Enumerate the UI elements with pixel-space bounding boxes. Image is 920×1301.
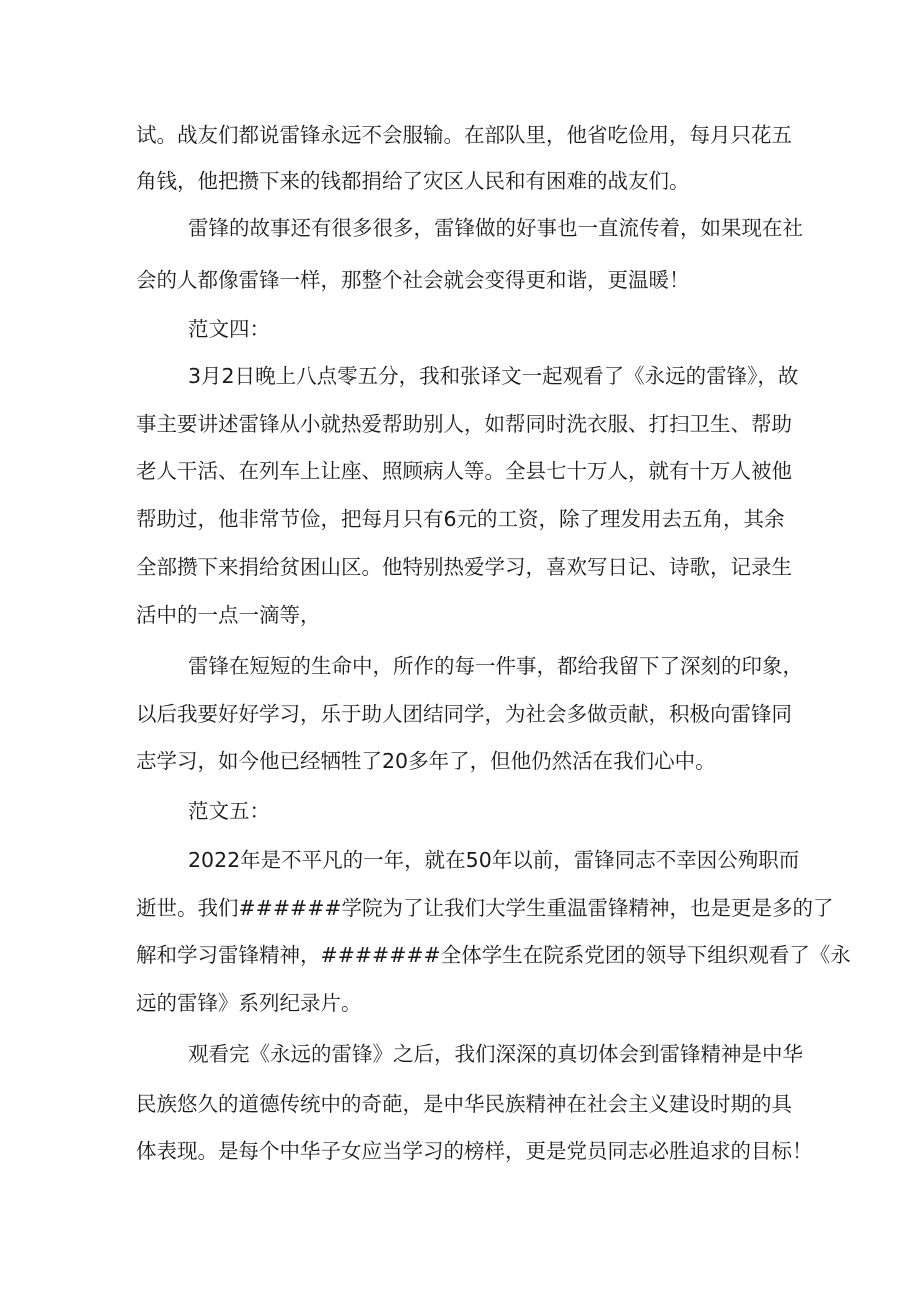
text-line: 志学习，如今他已经牺牲了20多年了，但他仍然活在我们心中。: [136, 749, 716, 773]
text-line: 角钱，他把攒下来的钱都捐给了灾区人民和有困难的战友们。: [136, 169, 690, 193]
text-line: 老人干活、在列车上让座、照顾病人等。全县七十万人，就有十万人被他: [136, 459, 792, 483]
text-line: 逝世。我们######学院为了让我们大学生重温雷锋精神，也是更是多的了: [136, 896, 834, 920]
text-line: 雷锋在短短的生命中，所作的每一件事，都给我留下了深刻的印象，: [188, 654, 803, 678]
text-line: 民族悠久的道德传统中的奇葩，是中华民族精神在社会主义建设时期的具: [136, 1092, 792, 1116]
text-line: 3月2日晚上八点零五分，我和张译文一起观看了《永远的雷锋》，故: [188, 364, 799, 388]
text-line: 活中的一点一滴等，: [136, 603, 321, 627]
text-line: 会的人都像雷锋一样，那整个社会就会变得更和谐，更温暖！: [136, 268, 690, 292]
text-line: 以后我要好好学习，乐于助人团结同学，为社会多做贡献，积极向雷锋同: [136, 702, 792, 726]
text-line: 事主要讲述雷锋从小就热爱帮助别人，如帮同时洗衣服、打扫卫生、帮助: [136, 412, 792, 436]
text-line: 解和学习雷锋精神，#######全体学生在院系党团的领导下组织观看了《永: [136, 943, 851, 967]
text-line: 全部攒下来捐给贫困山区。他特别热爱学习，喜欢写日记、诗歌，记录生: [136, 555, 792, 579]
section-heading: 范文四：: [188, 317, 270, 341]
text-line: 观看完《永远的雷锋》之后，我们深深的真切体会到雷锋精神是中华: [188, 1042, 803, 1066]
text-line: 试。战友们都说雷锋永远不会服输。在部队里，他省吃俭用，每月只花五: [136, 123, 792, 147]
section-heading: 范文五：: [188, 799, 270, 823]
text-line: 远的雷锋》系列纪录片。: [136, 991, 362, 1015]
text-line: 帮助过，他非常节俭，把每月只有6元的工资，除了理发用去五角，其余: [136, 507, 785, 531]
text-line: 2022年是不平凡的一年，就在50年以前，雷锋同志不幸因公殉职而: [188, 848, 800, 872]
text-line: 体表现。是每个中华子女应当学习的榜样，更是党员同志必胜追求的目标！: [136, 1139, 813, 1163]
text-line: 雷锋的故事还有很多很多，雷锋做的好事也一直流传着，如果现在社: [188, 216, 803, 240]
